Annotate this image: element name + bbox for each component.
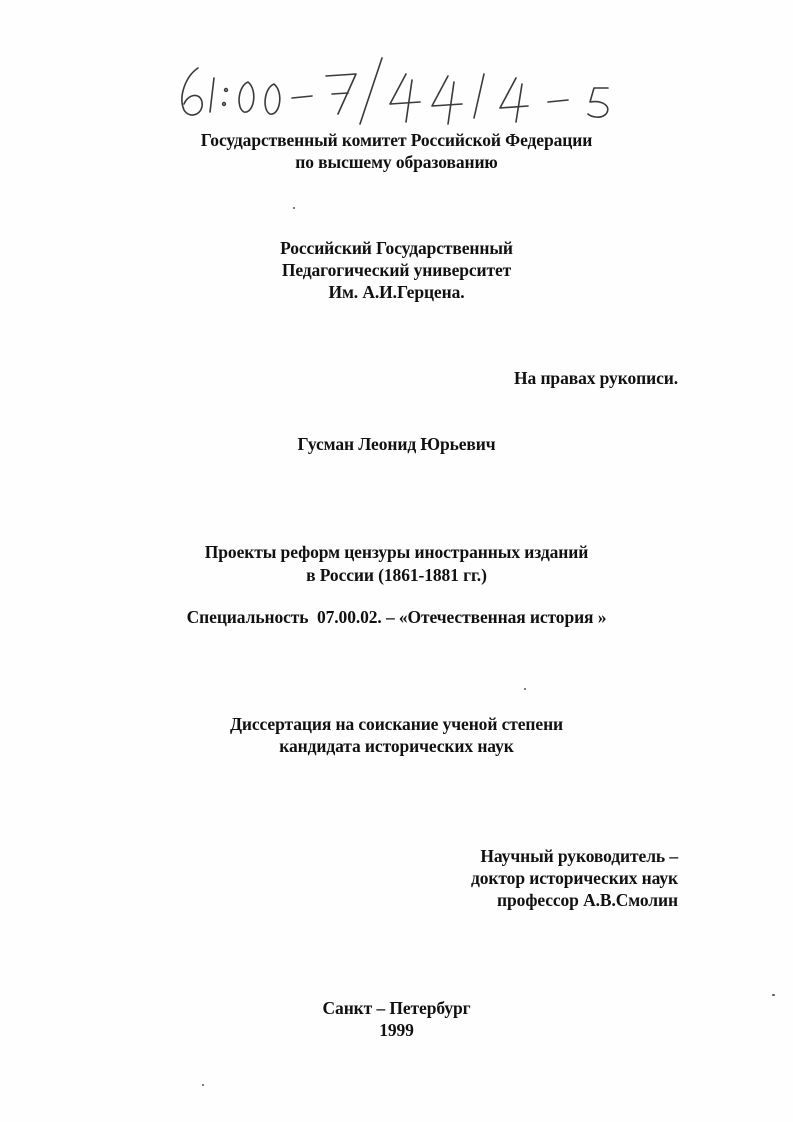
author-name: Гусман Леонид Юрьевич [297,434,496,454]
degree-line-1: Диссертация на соискание ученой степени [229,714,564,734]
scan-speck [293,207,295,209]
supervisor-line-1: Научный руководитель – [480,846,678,866]
year: 1999 [379,1020,414,1040]
scan-speck [524,688,526,690]
dissertation-title-line-2: в России (1861-1881 гг.) [306,565,487,585]
specialty: Специальность 07.00.02. – «Отечественная история » [186,607,607,627]
scan-speck [202,1084,204,1086]
university-line-2: Педагогический университет [281,260,512,280]
dissertation-title-line-1: Проекты реформ цензуры иностранных изданий [204,542,589,562]
manuscript-rights: На правах рукописи. [514,368,678,388]
degree-line-2: кандидата исторических наук [279,736,514,756]
university-line-3: Им. А.И.Герцена. [328,282,465,302]
committee-line-2: по высшему образованию [295,152,498,172]
scan-speck [772,994,775,996]
city: Санкт – Петербург [322,998,471,1018]
handwritten-archive-mark [160,48,630,128]
university-line-1: Российский Государственный [280,238,513,258]
supervisor-line-2: доктор исторических наук [471,868,678,888]
committee-line-1: Государственный комитет Российской Федерации [200,130,593,150]
supervisor-line-3: профессор А.В.Смолин [497,890,678,910]
